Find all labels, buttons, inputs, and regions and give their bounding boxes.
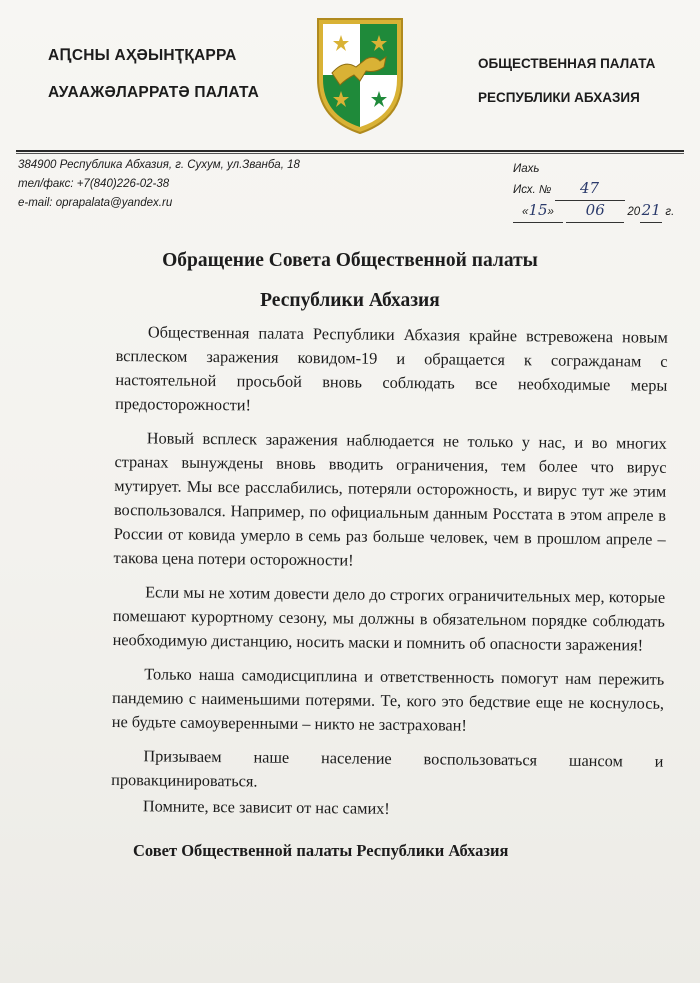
date-year-suffix: 21 bbox=[641, 201, 661, 219]
signature: Совет Общественной палаты Республики Абхазия bbox=[133, 841, 509, 860]
date-month: 06 bbox=[585, 201, 605, 219]
date-year-prefix: 20 bbox=[627, 206, 641, 218]
paragraph: Новый всплеск заражения наблюдается не только у нас, и во многих странах вынуждены вновь вводить ограничения, тем более что вирус мутирует. Мы все расслабились, потеряли осторожность, и вирус тут же этим воспользовался. Например, по официальным данным Росстата в этом апреле в России от ковида умерло в семь раз больше человек, чем в прошлом апреле – такова цена потери осторожности! bbox=[113, 428, 667, 570]
outgoing-row bbox=[513, 179, 693, 201]
header-russian bbox=[478, 56, 655, 124]
document-title-line1: Обращение Совета Общественной палаты bbox=[162, 250, 538, 271]
paragraph: Только наша самодисциплина и ответственность помогут нам пережить пандемию с наименьшими потерями. Те, кого это бедствие еще не коснулось, не будьте самоуверенными – никто не застрахован! bbox=[111, 664, 665, 735]
header-divider bbox=[16, 150, 684, 152]
date-year-unit: г. bbox=[665, 206, 675, 218]
paragraph: Если мы не хотим довести дело до строгих ограничительных мер, которые помешают курортному сезону, мы должны в обязательном порядке соблюдать необходимую дистанцию, носить маски и помнить об опасности заражения! bbox=[112, 582, 666, 655]
paragraph: Призываем наше население воспользоваться шансом и провакцинироваться. bbox=[111, 746, 664, 791]
date-row: «15» 06 2021 г. bbox=[513, 201, 693, 223]
header-russian-line2: РЕСПУБЛИКИ АБХАЗИЯ bbox=[478, 90, 640, 105]
letter-body bbox=[111, 320, 668, 834]
incoming-label: Иахь bbox=[513, 163, 540, 175]
registration-block bbox=[513, 160, 693, 223]
header-abkhaz-line2: АУААЖӘЛАРРАТӘ ПАЛАТА bbox=[48, 84, 260, 101]
contact-block bbox=[18, 156, 300, 213]
header-abkhaz-line1: АԤСНЫ АҲӘЫНҬҚАРРА bbox=[48, 47, 237, 64]
paragraph: Общественная палата Республики Абхазия крайне встревожена новым всплеском заражения ковидом-19 и обращается к согражданам с настоятельной просьбой вновь соблюдать все необходимые меры предосторожности! bbox=[115, 322, 668, 415]
outgoing-number: 47 bbox=[579, 179, 600, 197]
header-russian-line1: ОБЩЕСТВЕННАЯ ПАЛАТА bbox=[478, 56, 656, 71]
contact-email: e-mail: oprapalata@yandex.ru bbox=[18, 197, 173, 209]
outgoing-label: Исх. № bbox=[513, 184, 552, 196]
paragraph: Помните, все зависит от нас самих! bbox=[142, 796, 390, 818]
document-title-line2: Республики Абхазия bbox=[260, 290, 440, 311]
date-day: 15 bbox=[528, 201, 548, 219]
contact-phone: тел/факс: +7(840)226-02-38 bbox=[18, 178, 170, 190]
coat-of-arms-icon bbox=[314, 15, 406, 137]
header-abkhaz bbox=[48, 46, 259, 122]
contact-address: 384900 Республика Абхазия, г. Сухум, ул.Званба, 18 bbox=[18, 159, 300, 171]
header-divider-thin bbox=[16, 153, 684, 154]
